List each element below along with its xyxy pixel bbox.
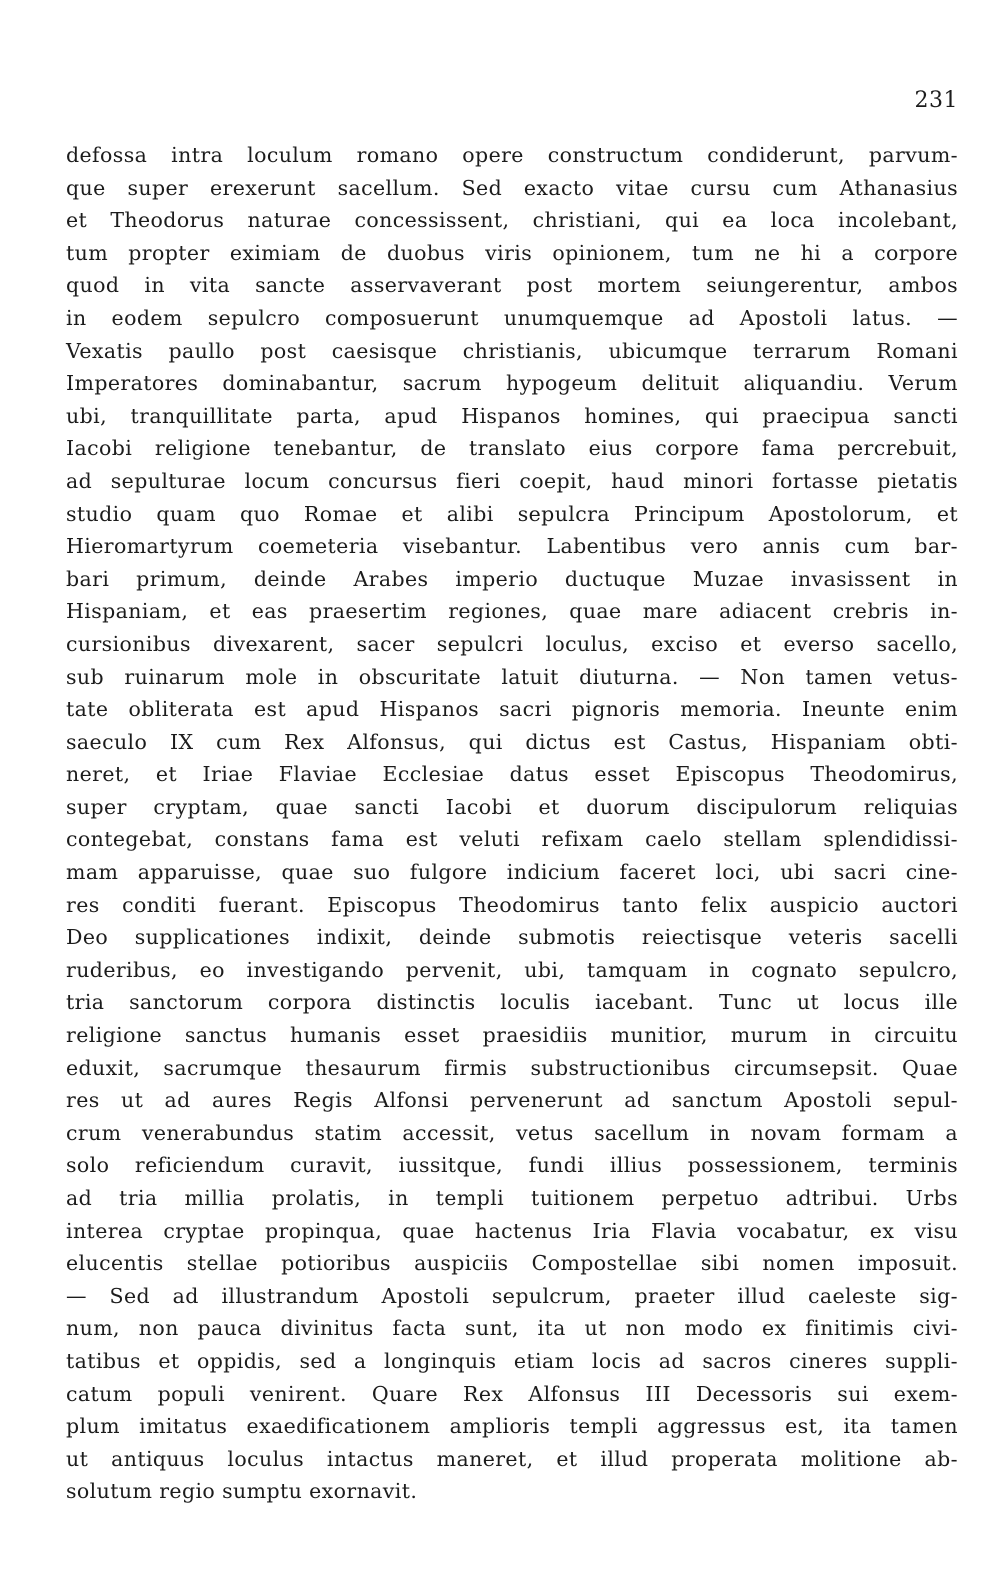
text-line: interea cryptae propinqua, quae hactenus Iria Flavia vocabatur, ex visu <box>66 1218 958 1243</box>
text-line: saeculo IX cum Rex Alfonsus, qui dictus est Castus, Hispaniam obti- <box>66 729 958 754</box>
text-line: religione sanctus humanis esset praesidiis munitior, murum in circuitu <box>66 1023 958 1048</box>
text-line: ad tria millia prolatis, in templi tuitionem perpetuo adtribui. Urbs <box>66 1186 958 1210</box>
text-line: num, non pauca divinitus facta sunt, ita ut non modo ex finitimis civi- <box>66 1316 958 1341</box>
text-line: eduxit, sacrumque thesaurum firmis substructionibus circumsepsit. Quae <box>66 1055 958 1080</box>
text-line: catum populi venirent. Quare Rex Alfonsus III Decessoris sui exem- <box>66 1381 958 1406</box>
text-line: res conditi fuerant. Episcopus Theodomirus tanto felix auspicio auctori <box>66 892 958 917</box>
text-line: Hieromartyrum coemeteria visebantur. Labentibus vero annis cum bar- <box>66 534 958 559</box>
text-line: plum imitatus exaedificationem amplioris templi aggressus est, ita tamen <box>66 1414 958 1439</box>
text-line: bari primum, deinde Arabes imperio ductuque Muzae invasissent in <box>66 566 958 591</box>
text-line: in eodem sepulcro composuerunt unumquemque ad Apostoli latus. — <box>66 305 958 330</box>
text-line: sub ruinarum mole in obscuritate latuit diuturna. — Non tamen vetus- <box>66 664 958 689</box>
text-line: Vexatis paullo post caesisque christianis, ubicumque terrarum Romani <box>66 338 958 363</box>
text-line: tate obliterata est apud Hispanos sacri pignoris memoria. Ineunte enim <box>66 697 958 722</box>
page-number: 231 <box>914 88 958 113</box>
text-line: contegebat, constans fama est veluti refixam caelo stellam splendidissi- <box>66 827 958 852</box>
text-line: ruderibus, eo investigando pervenit, ubi, tamquam in cognato sepulcro, <box>66 957 958 982</box>
text-line: mam apparuisse, quae suo fulgore indicium faceret loci, ubi sacri cine- <box>66 860 958 885</box>
text-line: Hispaniam, et eas praesertim regiones, quae mare adiacent crebris in- <box>66 599 958 624</box>
text-line: super cryptam, quae sancti Iacobi et duorum discipulorum reliquias <box>66 794 958 819</box>
text-line: ad sepulturae locum concursus fieri coepit, haud minori fortasse pietatis <box>66 468 958 493</box>
text-line: crum venerabundus statim accessit, vetus sacellum in novam formam a <box>66 1120 958 1145</box>
text-line: neret, et Iriae Flaviae Ecclesiae datus esset Episcopus Theodomirus, <box>66 762 958 787</box>
text-line: Iacobi religione tenebantur, de translato eius corpore fama percrebuit, <box>66 436 958 461</box>
text-line: tatibus et oppidis, sed a longinquis etiam locis ad sacros cineres suppli- <box>66 1348 958 1373</box>
text-line: solo reficiendum curavit, iussitque, fundi illius possessionem, terminis <box>66 1153 958 1178</box>
text-line: ubi, tranquillitate parta, apud Hispanos homines, qui praecipua sancti <box>66 403 958 428</box>
text-line: et Theodorus naturae concessissent, christiani, qui ea loca incolebant, <box>66 208 958 233</box>
text-line: Deo supplicationes indixit, deinde submotis reiectisque veteris sacelli <box>66 925 958 950</box>
text-line: tum propter eximiam de duobus viris opinionem, tum ne hi a corpore <box>66 240 958 265</box>
text-line: quod in vita sancte asservaverant post mortem seiungerentur, ambos <box>66 273 958 298</box>
text-line: defossa intra loculum romano opere constructum condiderunt, parvum- <box>66 143 958 167</box>
text-line: res ut ad aures Regis Alfonsi pervenerunt ad sanctum Apostoli sepul- <box>66 1088 958 1113</box>
text-line: solutum regio sumptu exornavit. <box>66 1479 418 1504</box>
text-line: — Sed ad illustrandum Apostoli sepulcrum, praeter illud caeleste sig- <box>66 1283 958 1308</box>
body-text <box>66 139 958 1508</box>
text-line: elucentis stellae potioribus auspiciis Compostellae sibi nomen imposuit. <box>66 1251 958 1276</box>
text-line: studio quam quo Romae et alibi sepulcra Principum Apostolorum, et <box>66 501 958 526</box>
text-line: ut antiquus loculus intactus maneret, et illud properata molitione ab- <box>66 1446 958 1471</box>
text-line: que super erexerunt sacellum. Sed exacto vitae cursu cum Athanasius <box>66 175 958 200</box>
text-line: cursionibus divexarent, sacer sepulcri loculus, exciso et everso sacello, <box>66 631 958 656</box>
text-line: Imperatores dominabantur, sacrum hypogeum delituit aliquandiu. Verum <box>66 371 958 396</box>
text-line: tria sanctorum corpora distinctis loculis iacebant. Tunc ut locus ille <box>66 990 958 1015</box>
